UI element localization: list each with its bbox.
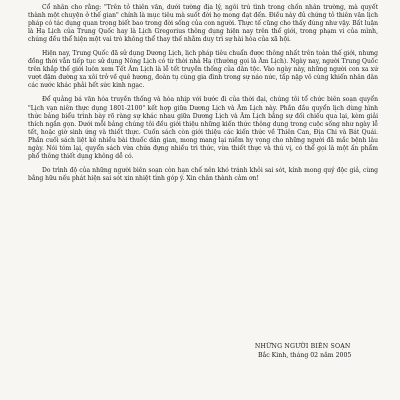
paragraph-closing: Do trình độ của những người biên soạn còn hạn chế nên khó tránh khỏi sai sót, kính mong quý độc giả, cùng bằng hữu nếu phát hiện sai sót xin nhiệt tình góp ý. Xin chân thành cảm ơn! — [28, 166, 378, 182]
paragraph-calendar-usage: Hiện nay, Trung Quốc đã sử dụng Dương Lịch, lịch pháp tiêu chuẩn được thông nhất trên toàn thế giới, nhưng đồng thời vẫn tiếp tục sử dụng Nông Lịch có từ thời nhà Hạ (thường gọi là Âm Lịch). Ngày nay, người Trung Quốc trên khắp thế giới luôn xem Tết Âm Lịch là lễ tết truyền thống của dân tộc. Vào ngày này, những người con xa xứ vượt đậm đường xa xôi trở về quê hương, đoàn tụ cùng gia đình trong sự náo nức, tấp nập vô cùng khiến nhân dân các nước khác phải hết sức kinh ngạc. — [28, 50, 378, 90]
signature-org: NHỮNG NGƯỜI BIÊN SOẠN — [254, 343, 351, 350]
paragraph-intro: Cổ nhân cho rằng: "Trên tỏ thiên văn, dưới tường địa lý, ngôi trú tình trong chốn nhân trường, mà quyết thành một chuyện ở thế gian" chính là mục tiêu mà suốt đời họ mong đạt đến. Điều này đủ chứng tỏ thiên văn lịch pháp có tác dụng quan trọng biết bao trong đời sống của con người. Thực tế cũng cho thấy đúng như vậy. Bất luận là Hạ Lịch của Trung Quốc hay là Lịch Gregorius thông dụng hiện nay trên thế giới, trong phạm vi của mình, chúng đều thể hiện một vai trò không thể thay thế nhằm duy trì sự hài hòa của xã hội. — [28, 4, 378, 44]
signature-place-date: Bắc Kinh, tháng 02 năm 2005 — [258, 352, 352, 359]
signature-block — [254, 342, 351, 360]
paragraph-book-description: Để quảng bá văn hóa truyền thống và hòa nhịp với bước đi của thời đại, chúng tôi tổ chức biên soạn quyển "Lịch vạn niên thực dụng 1801-2100" kết hợp giữa Dương Lịch và Âm Lịch này. Phần đầu quyển lịch dùng hình thức bảng biểu trình bày rõ ràng sự khác nhau giữa Dương Lịch và Âm Lịch bằng sự đối chiếu qua lại, kèm giải thích ngắn gọn. Dưới mỗi bảng chúng tôi đều giới thiệu những kiến thức thông dụng trong cuộc sống như ngày lễ tết, hoặc giờ sinh ứng và thiết thực. Cuốn sách còn giới thiệu các kiến thức về Thiên Can, Địa Chi và Bát Quái. Phần cuối sách liệt kê nhiều bài thuốc dân gian, mong mang lại niềm hy vọng cho những người đã mắc bệnh lâu ngày. Nói tóm lại, quyển sách vừa chứa đựng nhiều tri thức, vừa thiết thực và thú vị, có thể gọi là một ấn phẩm phổ thông thiết dụng không dễ có. — [28, 96, 378, 160]
